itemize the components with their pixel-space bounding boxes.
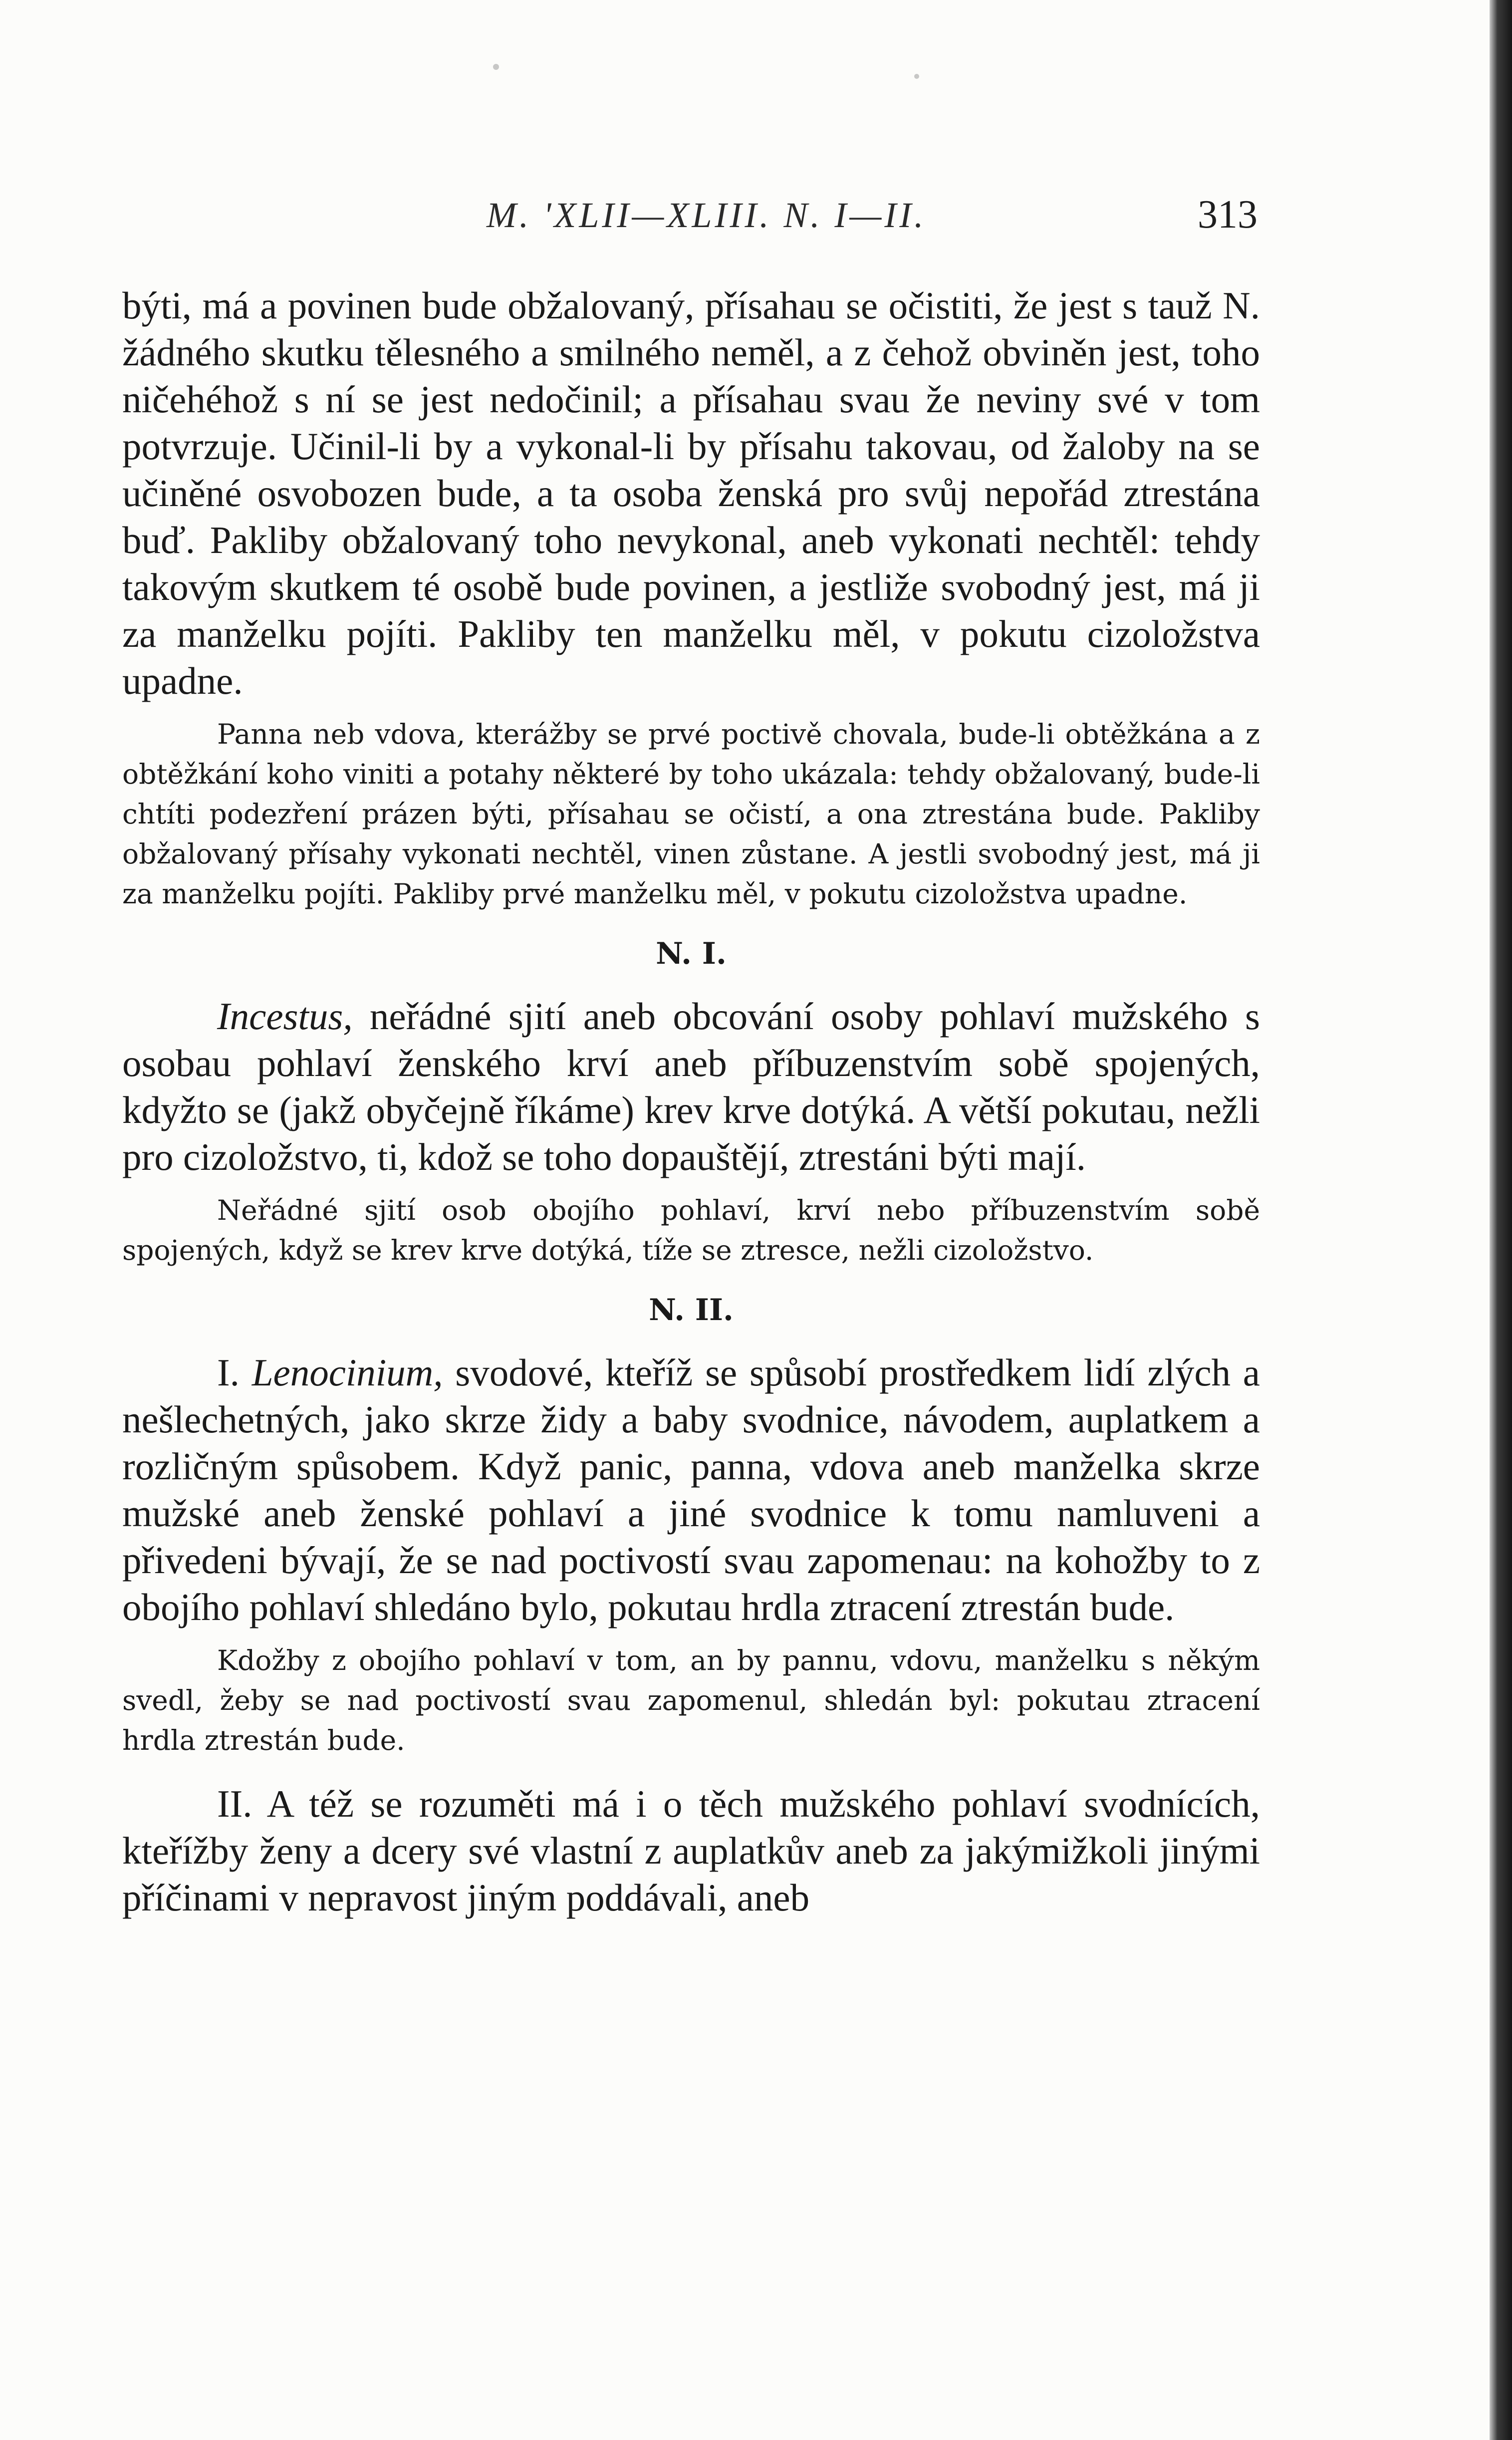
summary-note: Kdožby z obojího pohlaví v tom, an by pannu, vdovu, manželku s někým svedl, žeby se nad poctivostí svau zapomenul, shledán byl: pokutau ztracení hrdla ztrestán bude. xyxy=(122,1644,1260,1756)
paragraph-incestus xyxy=(122,993,1260,1180)
paragraph-svodnici: II. A též se rozuměti má i o těch mužského pohlaví svodnících, kteřížby ženy a dcery své vlastní z auplatkův aneb za jakýmižkoli jinými příčinami v nepravost jiným poddávali, aneb xyxy=(122,1782,1260,1919)
text-column xyxy=(122,282,1260,1921)
term-lenocinium: Lenocinium, xyxy=(252,1351,443,1394)
paragraph-text: neřádné sjití aneb obcování osoby pohlaví mužského s osobau pohlaví ženského krví aneb příbuzenstvím sobě spojených, kdyžto se (jakž obyčejně říkáme) krev krve dotýká. A větší pokutau, nežli pro cizoložstvo, ti, kdož se toho dopauštějí, ztrestáni býti mají. xyxy=(122,995,1260,1178)
paragraph-number: I. xyxy=(217,1351,252,1394)
page-number: 313 xyxy=(1198,193,1258,237)
summary-note: Neřádné sjití osob obojího pohlaví, krví nebo příbuzenstvím sobě spojených, když se krev krve dotýká, tíže se ztresce, nežli cizoložstvo. xyxy=(122,1194,1260,1266)
page-edge-shadow xyxy=(1490,0,1512,2440)
term-incestus: Incestus, xyxy=(217,995,353,1038)
summary-note: Panna neb vdova, kterážby se prvé poctivě chovala, bude-li obtěžkána a z obtěžkání koho viniti a potahy některé by toho ukázala: tehdy obžalovaný, bude-li chtíti podezření prázen býti, přísahau se očistí, a ona ztrestána bude. Pakliby obžalovaný přísahy vykonati nechtěl, vinen zůstane. A jestli svobodný jest, má ji za manželku pojíti. Pakliby prvé manželku měl, v pokutu cizoložstva upadne. xyxy=(122,718,1260,910)
paragraph-lenocinium xyxy=(122,1349,1260,1630)
print-speck xyxy=(914,74,919,79)
paragraph-text: svodové, kteříž se spůsobí prostředkem lidí zlých a nešlechetných, jako skrze židy a baby svodnice, návodem, auplatkem a rozličným spůsobem. Když panic, panna, vdova aneb manželka skrze mužské aneb ženské pohlaví a jiné svodnice k tomu namluveni a přivedeni bývají, že se nad poctivostí svau zapomenau: na kohožby to z obojího pohlaví shledáno bylo, pokutau hrdla ztracení ztrestán bude. xyxy=(122,1351,1260,1628)
section-heading: N. II. xyxy=(649,1293,734,1328)
paragraph-continuation: býti, má a povinen bude obžalovaný, přísahau se očistiti, že jest s tauž N. žádného skutku tělesného a smilného neměl, a z čehož obviněn jest, toho ničehéhož s ní se jest nedočinil; a přísahau svau že neviny své v tom potvrzuje. Učinil-li by a vykonal-li by přísahu takovau, od žaloby na se učiněné osvobozen bude, a ta osoba ženská pro svůj nepořád ztrestána buď. Pakliby obžalovaný toho nevykonal, aneb vykonati nechtěl: tehdy takovým skutkem té osobě bude povinen, a jestliže svobodný jest, má ji za manželku pojíti. Pakliby ten manželku měl, v pokutu cizoložstva upadne. xyxy=(122,284,1260,702)
section-heading: N. I. xyxy=(656,936,727,971)
running-head: M. 'XLII—XLIII. N. I—II. xyxy=(487,195,927,235)
print-speck xyxy=(493,64,499,70)
